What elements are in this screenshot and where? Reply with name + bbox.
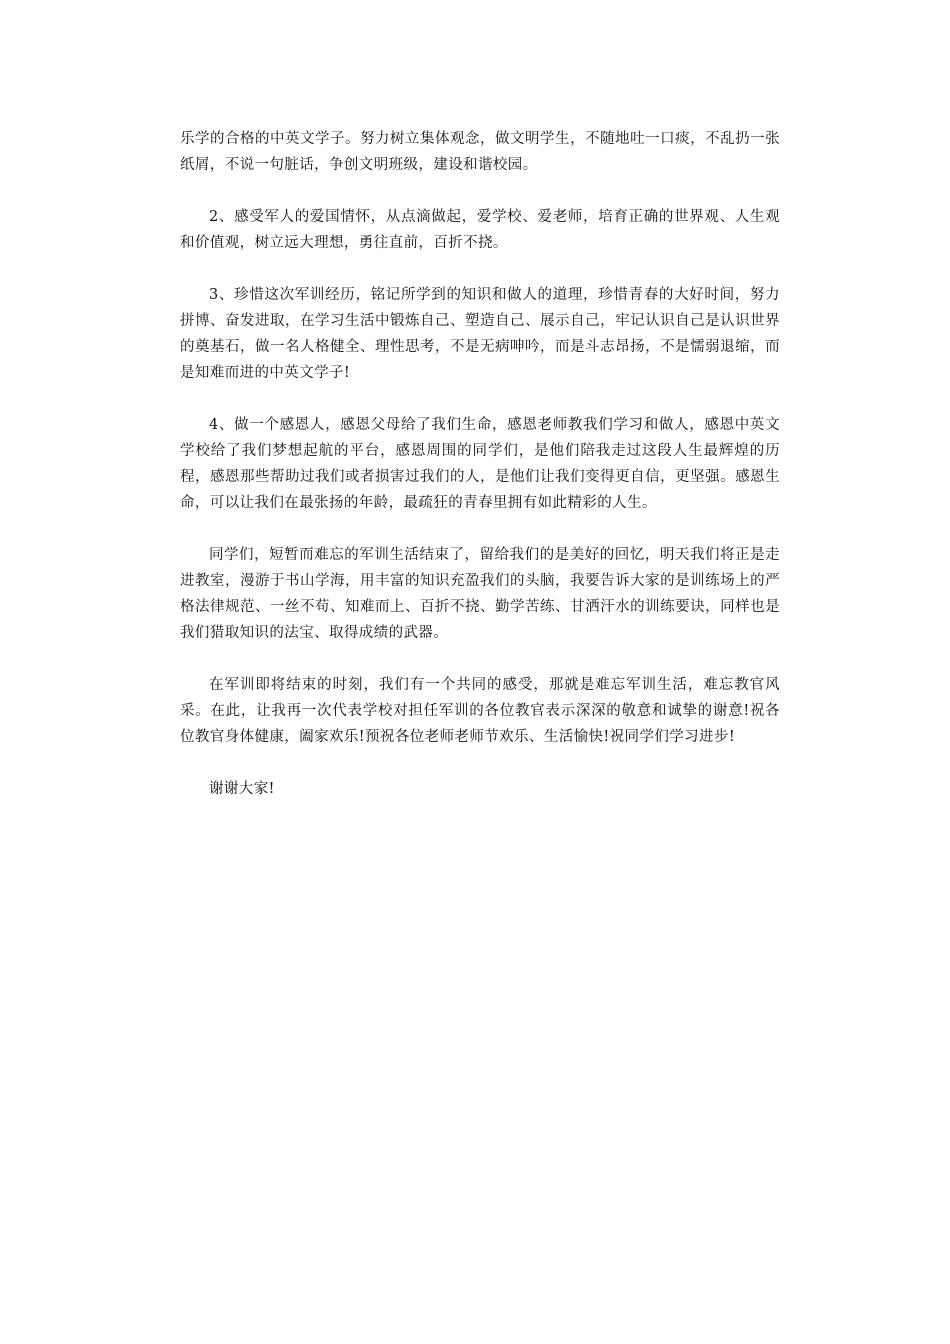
paragraph-point-4: 4、做一个感恩人，感恩父母给了我们生命，感恩老师教我们学习和做人，感恩中英文学校给了我们梦想起航的平台，感恩周围的同学们，是他们陪我走过这段人生最辉煌的历程，感恩那些帮助过我们或者损害过我们的人，是他们让我们变得更自信，更坚强。感恩生命，可以让我们在最张扬的年龄，最疏狂的青春里拥有如此精彩的人生。 <box>180 417 780 511</box>
paragraph-classmates: 同学们，短暂而难忘的军训生活结束了，留给我们的是美好的回忆，明天我们将正是走进教室，漫游于书山学海，用丰富的知识充盈我们的头脑，我要告诉大家的是训练场上的严格法律规范、一丝不苟、知难而上、百折不挠、勤学苦练、甘洒汗水的训练要诀，同样也是我们猎取知识的法宝、取得成绩的武器。 <box>180 547 780 641</box>
paragraph-continuation: 乐学的合格的中英文学子。努力树立集体观念，做文明学生，不随地吐一口痰，不乱扔一张纸屑，不说一句脏话，争创文明班级，建设和谐校园。 <box>180 131 780 173</box>
paragraph-point-3: 3、珍惜这次军训经历，铭记所学到的知识和做人的道理，珍惜青春的大好时间，努力拼博、奋发进取，在学习生活中锻炼自己、塑造自己、展示自己，牢记认识自己是认识世界的奠基石，做一名人格健全、理性思考，不是无病呻吟，而是斗志昂扬，不是懦弱退缩，而是知难而进的中英文学子! <box>180 287 780 381</box>
paragraph-point-2: 2、感受军人的爱国情怀，从点滴做起，爱学校、爱老师，培育正确的世界观、人生观和价值观，树立远大理想，勇往直前，百折不挠。 <box>180 209 780 251</box>
paragraph-closing: 在军训即将结束的时刻，我们有一个共同的感受，那就是难忘军训生活，难忘教官风采。在此，让我再一次代表学校对担任军训的各位教官表示深深的敬意和诚挚的谢意!祝各位教官身体健康，阖家欢乐!预祝各位老师老师节欢乐、生活愉快!祝同学们学习进步! <box>180 677 780 745</box>
paragraph-thanks: 谢谢大家! <box>209 781 275 797</box>
document-page <box>180 126 780 828</box>
